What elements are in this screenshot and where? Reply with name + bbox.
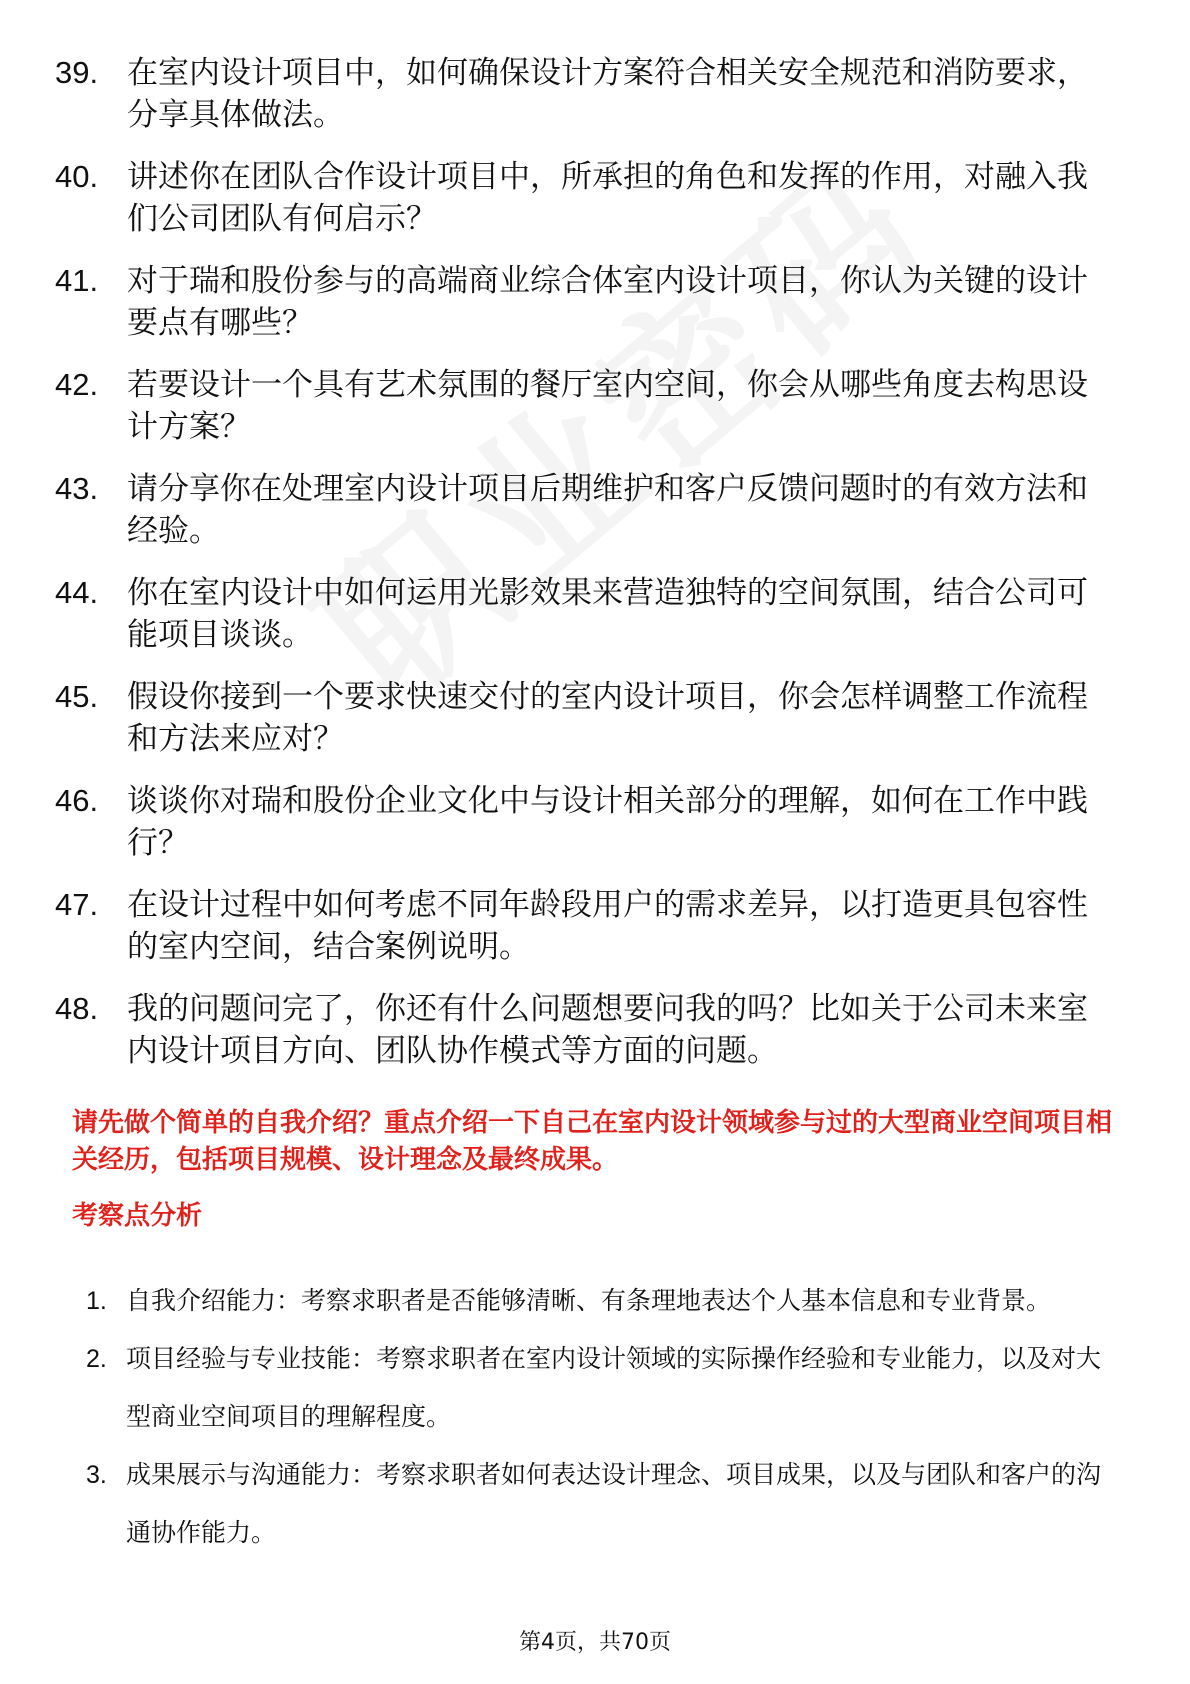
question-item (55, 52, 1115, 136)
question-list (55, 52, 1115, 1092)
question-text: 假设你接到一个要求快速交付的室内设计项目，你会怎样调整工作流程和方法来应对？ (127, 679, 1088, 757)
analysis-point (86, 1446, 1116, 1562)
analysis-point-text: 项目经验与专业技能：考察求职者在室内设计领域的实际操作经验和专业能力，以及对大型商业空间项目的理解程度。 (126, 1344, 1102, 1431)
question-item (55, 572, 1115, 656)
question-text: 对于瑞和股份参与的高端商业综合体室内设计项目，你认为关键的设计要点有哪些？ (127, 263, 1088, 341)
question-number: 46. (55, 783, 99, 818)
analysis-point-text: 自我介绍能力：考察求职者是否能够清晰、有条理地表达个人基本信息和专业背景。 (126, 1286, 1052, 1315)
analysis-point-number: 3. (86, 1461, 107, 1489)
analysis-point-text: 成果展示与沟通能力：考察求职者如何表达设计理念、项目成果，以及与团队和客户的沟通协作能力。 (126, 1460, 1102, 1547)
question-text: 你在室内设计中如何运用光影效果来营造独特的空间氛围，结合公司可能项目谈谈。 (127, 575, 1088, 653)
question-number: 40. (55, 159, 99, 194)
page-footer: 第4页，共70页 (519, 1630, 671, 1655)
question-text: 在室内设计项目中，如何确保设计方案符合相关安全规范和消防要求，分享具体做法。 (127, 55, 1088, 133)
question-item (55, 676, 1115, 760)
question-text: 讲述你在团队合作设计项目中，所承担的角色和发挥的作用，对融入我们公司团队有何启示？ (127, 159, 1088, 237)
question-item (55, 884, 1115, 968)
question-number: 47. (55, 887, 99, 922)
question-item (55, 260, 1115, 344)
question-item (55, 988, 1115, 1072)
question-number: 39. (55, 55, 99, 90)
analysis-title: 考察点分析 (72, 1201, 203, 1231)
analysis-point-number: 2. (86, 1345, 107, 1373)
question-text: 若要设计一个具有艺术氛围的餐厅室内空间，你会从哪些角度去构思设计方案？ (127, 367, 1088, 445)
question-number: 42. (55, 367, 99, 402)
question-item (55, 780, 1115, 864)
question-text: 在设计过程中如何考虑不同年龄段用户的需求差异，以打造更具包容性的室内空间，结合案例说明。 (127, 887, 1088, 965)
question-number: 45. (55, 679, 99, 714)
question-item (55, 156, 1115, 240)
question-number: 48. (55, 991, 99, 1026)
question-text: 请分享你在处理室内设计项目后期维护和客户反馈问题时的有效方法和经验。 (127, 471, 1088, 549)
analysis-point (86, 1272, 1116, 1330)
question-number: 44. (55, 575, 99, 610)
question-number: 43. (55, 471, 99, 506)
highlight-question: 请先做个简单的自我介绍？重点介绍一下自己在室内设计领域参与过的大型商业空间项目相关经历，包括项目规模、设计理念及最终成果。 (72, 1108, 1113, 1175)
question-item (55, 364, 1115, 448)
analysis-points (86, 1272, 1116, 1562)
question-item (55, 468, 1115, 552)
analysis-point-number: 1. (86, 1287, 107, 1315)
question-number: 41. (55, 263, 99, 298)
analysis-point (86, 1330, 1116, 1446)
question-text: 我的问题问完了，你还有什么问题想要问我的吗？比如关于公司未来室内设计项目方向、团队协作模式等方面的问题。 (127, 991, 1088, 1069)
question-text: 谈谈你对瑞和股份企业文化中与设计相关部分的理解，如何在工作中践行？ (127, 783, 1088, 861)
